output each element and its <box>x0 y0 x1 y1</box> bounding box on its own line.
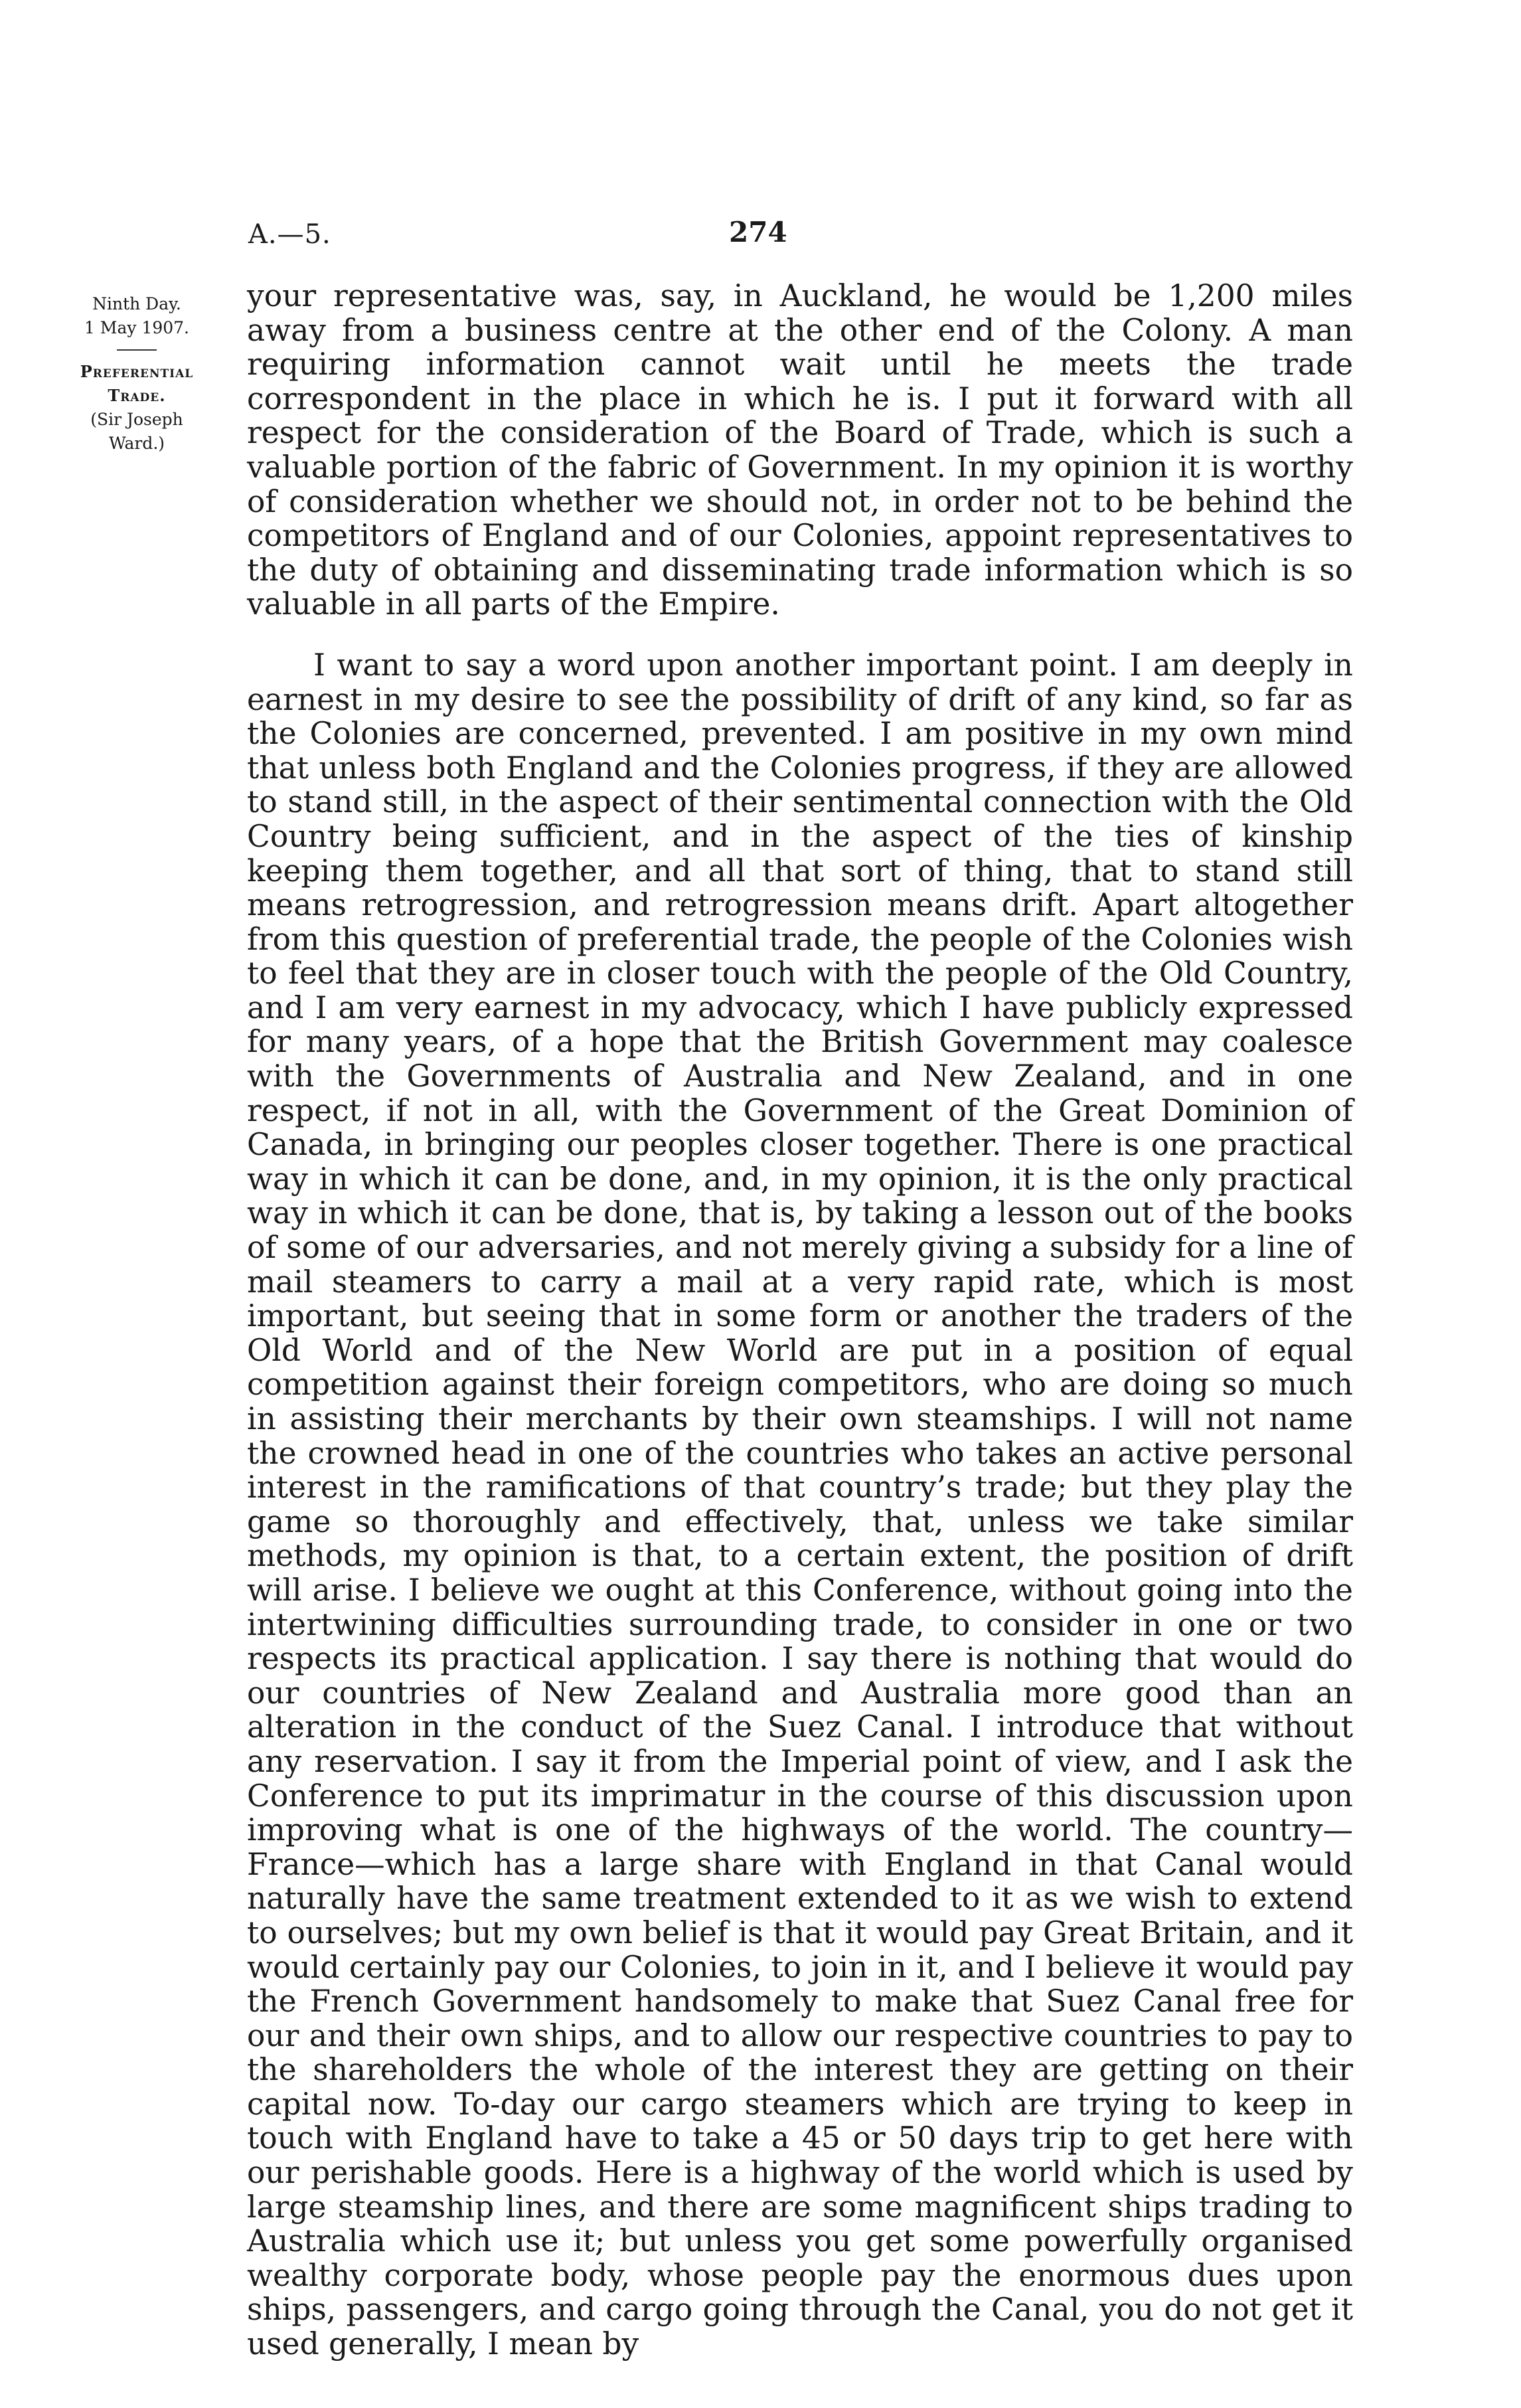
margin-note-topic-line1: Preferential <box>80 362 194 381</box>
margin-note-divider <box>117 349 157 351</box>
paragraph-continued: your representative was, say, in Auckland, he would be 1,200 miles away from a business centre at the other end of the Colony. A man requiring information cannot wait until he meets the trade correspondent in the place in which he is. I put it forward with all respect for the consideration of the Board of Trade, which is such a valuable portion of the fabric of Government. In my opinion it is worthy of consideration whether we should not, in order not to be behind the competitors of England and of our Colonies, appoint representatives to the duty of obtaining and disseminating trade information which is so valuable in all parts of the Empire. <box>247 278 1353 622</box>
paragraph-drift: I want to say a word upon another important point. I am deeply in earnest in my desire to see the possibility of drift of any kind, so far as the Colonies are concerned, prevented. I am positive in my own mind that unless both England and the Colonies progress, if they are allowed to stand still, in the aspect of their sentimental connection with the Old Country being sufficient, and in the aspect of the ties of kinship keeping them together, and all that sort of thing, that to stand still means retrogression, and retrogression means drift. Apart altogether from this question of preferential trade, the people of the Colonies wish to feel that they are in closer touch with the people of the Old Country, and I am very earnest in my advocacy, which I have publicly expressed for many years, of a hope that the British Government may coalesce with the Governments of Australia and New Zealand, and in one respect, if not in all, with the Government of the Great Dominion of Canada, in bringing our peoples closer together. There is one practical way in which it can be done, and, in my opinion, it is the only practical way in which it can be done, that is, by taking a lesson out of the books of some of our adversaries, and not merely giving a subsidy for a line of mail steamers to carry a mail at a very rapid rate, which is most important, but seeing that in some form or another the traders of the Old World and of the New World are put in a position of equal competition against their foreign competitors, who are doing so much in assisting their merchants by their own steamships. I will not name the crowned head in one of the countries who takes an active personal interest in the ramifications of that country’s trade; but they play the game so thoroughly and effectively, that, unless we take similar methods, my opinion is that, to a certain extent, the position of drift will arise. I believe we ought at this Conference, without going into the intertwining difficulties surrounding trade, to consider in one or two respects its practical application. I say there is nothing that would do our countries of New Zealand and Australia more good than an alteration in the conduct of the Suez Canal. I introduce that without any reservation. I say it from the Imperial point of view, and I ask the Conference to put its imprimatur in the course of this discussion upon improving what is one of the highways of the world. The country—France—which has a large share with England in that Canal would naturally have the same treatment extended to it as we wish to extend to ourselves; but my own belief is that it would pay Great Britain, and it would certainly pay our Colonies, to join in it, and I believe it would pay the French Government handsomely to make that Suez Canal free for our and their own ships, and to allow our respective countries to pay to the shareholders the whole of the interest they are getting on their capital now. To-day our cargo steamers which are trying to keep in touch with England have to take a 45 or 50 days trip to get here with our perishable goods. Here is a highway of the world which is used by large steamship lines, and there are some magnificent ships trading to Australia which use it; but unless you get some powerfully organised wealthy corporate body, whose people pay the enormous dues upon ships, passengers, and cargo going through the Canal, you do not get it used generally, I mean by <box>247 647 1353 2362</box>
margin-note-topic-line2: Trade. <box>108 386 166 405</box>
margin-note-speaker-line1: (Sir Joseph <box>90 410 183 429</box>
margin-note-date: 1 May 1907. <box>84 318 189 337</box>
margin-note <box>44 292 230 456</box>
margin-note-day: Ninth Day. <box>92 294 181 313</box>
margin-note-speaker-line2: Ward.) <box>108 434 165 453</box>
body-text <box>247 279 1353 2362</box>
page-reference: A.—5. <box>248 219 331 250</box>
page-number: 274 <box>729 216 787 248</box>
